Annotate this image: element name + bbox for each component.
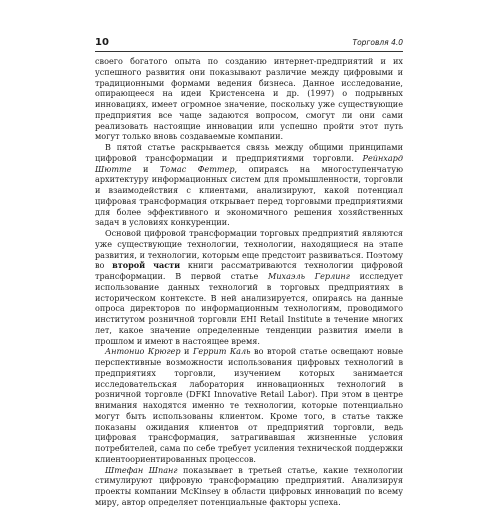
body-text bbox=[95, 56, 403, 508]
text-run: и bbox=[180, 346, 193, 357]
author-name: Антонио Крюгер bbox=[105, 346, 181, 357]
running-title: Торговля 4.0 bbox=[352, 38, 403, 47]
emphasis: второй части bbox=[112, 260, 181, 271]
paragraph bbox=[95, 346, 403, 464]
paragraph bbox=[95, 142, 403, 228]
text-run: во второй статье освещают новые перспективные возможности использования цифровых технологий в предприятиях торговли, изучением которых занимается исследовательская лаборатория инновационных технологий в розничной торговле (DFKI Innovative Retail Labor). При этом в центре внимания находятся именно те технологии, которые потенциально могут быть использованы клиентом. Кроме того, в статье также показаны ожидания клиентов от предприятий торговли, ведь цифровая трансформация, затрагивавшая жизненные условия потребителей, сама по себе требует усиления технической поддержки клиентоориентированных процессов. bbox=[95, 346, 404, 464]
author-name: Штефан Шпанг bbox=[105, 464, 178, 475]
text-run: исследует использование данных технологий в торговых предприятиях в историческом контексте. В ней анализируется, опираясь на данные опроса директоров по информационным технологиям, проводимого институтом розничной торговли EHI Retail Institute в течение многих лет, какое значение определенные тенденции развития имели в прошлом и имеют в настоящее время. bbox=[95, 271, 403, 346]
text-run: книги рассматриваются технологии цифровой трансформации. В первой статье bbox=[95, 260, 403, 281]
text-run: Основой цифровой трансформации торговых предприятий являются уже существующие технологии, технологии, находящиеся на этапе развития, и технологии, которым еще предстоит развиваться. Поэтому во bbox=[95, 228, 403, 271]
page-header bbox=[95, 37, 403, 51]
author-name: Рейнхард Шютте bbox=[95, 152, 403, 174]
text-run: В пятой статье раскрывается связь между общими принципами цифровой трансформации и предприятиями торговли. bbox=[95, 142, 403, 163]
author-name: Геррит Каль bbox=[192, 346, 251, 357]
paragraph bbox=[95, 465, 403, 508]
paragraph bbox=[95, 56, 403, 142]
paragraph bbox=[95, 228, 403, 346]
text-run: показывает в третьей статье, какие технологии стимулируют цифровую трансформацию предприятий. Анализируя проекты компании McKinsey в области цифровых инноваций по всему миру, автор определяет потенциальные факторы успеха. bbox=[95, 464, 403, 507]
text-run: , опираясь на многоступенчатую архитектуру информационных систем для промышленности, торговли и взаимодействия с клиентами, анализируют, какой потенциал цифровая трансформация открывает перед торговыми предприятиями для более эффективного и экономичного решения хозяйственных задач в условиях конкуренции. bbox=[95, 163, 403, 228]
text-run: своего богатого опыта по созданию интернет-предприятий и их успешного развития они показывают различие между цифровыми и традиционными формами ведения бизнеса. Данное исследование, опирающееся на идеи Кристенсена и др. (1997) о подрывных инновациях, имеет огромное значение, поскольку уже существующие предприятия все чаще задаются вопросом, смогут ли они сами реализовать настоящие инновации или успешно пройти этот путь могут только вновь создаваемые компании. bbox=[95, 56, 403, 142]
text-run: и bbox=[131, 163, 160, 174]
author-name: Томас Феттер bbox=[159, 163, 235, 174]
author-name: Михаэль Герлинг bbox=[268, 271, 350, 281]
header-rule bbox=[95, 51, 403, 52]
page-number: 10 bbox=[95, 37, 109, 48]
